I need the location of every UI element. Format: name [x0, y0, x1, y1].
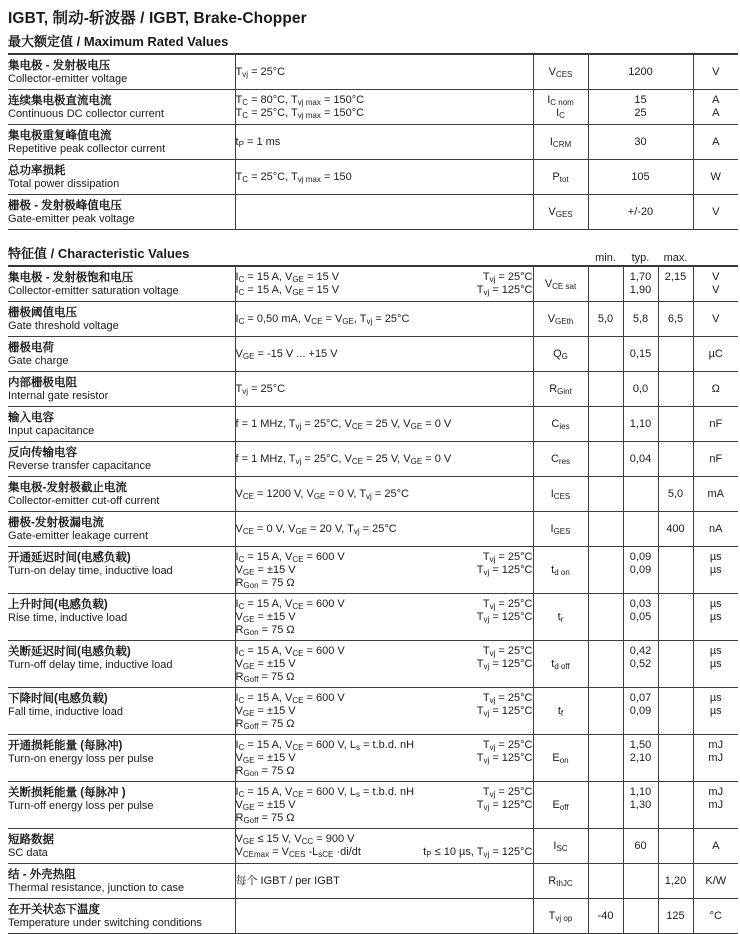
conditions-cell: $T_C = 25^\circ C$, $T_{vj max} = 150$ [235, 160, 533, 195]
param-cell [8, 735, 235, 782]
max-cell: 6,5 [658, 302, 693, 337]
symbol-cell: $I_{GES}$ [533, 512, 588, 547]
param-cell [8, 195, 235, 230]
value-cell: 30 [588, 125, 693, 160]
table-row [8, 735, 738, 782]
param-cell [8, 594, 235, 641]
param-name-en: Collector-emitter cut-off current [8, 494, 160, 507]
param-cell [8, 864, 235, 899]
conditions-cell: $I_C = 0,50$ mA, $V_{CE} = V_{GE}$, $T_{vj} = 25^\circ C$ [235, 302, 533, 337]
param-name-cn: 在开关状态下温度 [8, 903, 100, 916]
table-row [8, 864, 738, 899]
conditions-cell: $V_{CE} = 1200$ V, $V_{GE} = 0$ V, $T_{vj} = 25^\circ C$ [235, 477, 533, 512]
unit-cell: V [693, 54, 738, 90]
unit-cell: V [693, 302, 738, 337]
param-name-en: Thermal resistance, junction to case [8, 881, 185, 894]
symbol-cell: $V_{CE sat}$ [533, 266, 588, 302]
value-cell: +/-20 [588, 195, 693, 230]
value-cell: 1200 [588, 54, 693, 90]
param-name-en: Rise time, inductive load [8, 611, 128, 624]
symbol-cell: $V_{CES}$ [533, 54, 588, 90]
conditions-cell [235, 195, 533, 230]
param-cell [8, 899, 235, 934]
param-name-cn: 集电极 - 发射极电压 [8, 59, 111, 72]
value-cell: 15 25 [588, 90, 693, 125]
unit-cell: nF [693, 442, 738, 477]
max-cell [658, 782, 693, 829]
param-name-cn: 总功率损耗 [8, 164, 66, 177]
conditions-cell: $t_P = 1$ ms [235, 125, 533, 160]
max-cell: 2,15 [658, 266, 693, 302]
min-cell [588, 337, 623, 372]
conditions-cell: $I_C = 15$ A, $V_{CE} = 600$ V $T_{vj} = 25^\circ C$ $V_{GE} = \pm 15$ V $T_{vj} = 125^\circ C$ $R_{Goff} = 75$ Ω [235, 688, 533, 735]
symbol-cell: $I_{CES}$ [533, 477, 588, 512]
param-name-en: Turn-on energy loss per pulse [8, 752, 154, 765]
conditions-cell: $V_{GE} \le 15$ V, $V_{CC} = 900$ V $V_{CEmax} = V_{CES}$ $-L_{sCE} \cdot di/dt$ $t_P \le 10$ µs, $T_{vj} = 125^\circ C$ [235, 829, 533, 864]
typ-cell [623, 512, 658, 547]
table-row [8, 266, 738, 302]
min-cell [588, 641, 623, 688]
table-row [8, 407, 738, 442]
param-name-en: Turn-off delay time, inductive load [8, 658, 173, 671]
min-cell [588, 477, 623, 512]
table-row [8, 641, 738, 688]
param-name-cn: 内部栅极电阻 [8, 376, 77, 389]
symbol-cell: $R_{thJC}$ [533, 864, 588, 899]
max-cell [658, 688, 693, 735]
unit-cell: mJ mJ [693, 782, 738, 829]
param-name-en: Reverse transfer capacitance [8, 459, 152, 472]
param-cell [8, 512, 235, 547]
unit-cell: V V [693, 266, 738, 302]
unit-cell: nA [693, 512, 738, 547]
conditions-cell: $I_C = 15$ A, $V_{GE} = 15$ V $T_{vj} = 25^\circ C$ $I_C = 15$ A, $V_{GE} = 15$ V $T_{vj} = 125^\circ C$ [235, 266, 533, 302]
min-cell [588, 864, 623, 899]
unit-cell: µs µs [693, 594, 738, 641]
param-name-cn: 结 - 外壳热阻 [8, 868, 76, 881]
table-row [8, 547, 738, 594]
param-name-en: Gate-emitter peak voltage [8, 212, 135, 225]
param-name-cn: 栅极电荷 [8, 341, 54, 354]
symbol-cell: $T_{vj op}$ [533, 899, 588, 934]
param-cell [8, 337, 235, 372]
typ-cell: 0,04 [623, 442, 658, 477]
param-name-cn: 短路数据 [8, 833, 54, 846]
conditions-cell: f = 1 MHz, $T_{vj} = 25^\circ C$, $V_{CE} = 25$ V, $V_{GE} = 0$ V [235, 442, 533, 477]
unit-cell: A [693, 125, 738, 160]
table-row [8, 688, 738, 735]
table-row [8, 372, 738, 407]
param-cell [8, 160, 235, 195]
min-cell: 5,0 [588, 302, 623, 337]
param-name-cn: 上升时间(电感负载) [8, 598, 108, 611]
table-row [8, 477, 738, 512]
max-cell [658, 829, 693, 864]
unit-cell: mA [693, 477, 738, 512]
param-name-cn: 集电极-发射极截止电流 [8, 481, 127, 494]
param-cell [8, 442, 235, 477]
conditions-cell: $I_C = 15$ A, $V_{CE} = 600$ V $T_{vj} = 25^\circ C$ $V_{GE} = \pm 15$ V $T_{vj} = 125^\circ C$ $R_{Gon} = 75$ Ω [235, 547, 533, 594]
max-cell: 1,20 [658, 864, 693, 899]
param-name-cn: 反向传输电容 [8, 446, 77, 459]
max-cell [658, 337, 693, 372]
symbol-cell: $I_{CRM}$ [533, 125, 588, 160]
min-cell [588, 594, 623, 641]
conditions-cell: $T_C = 80^\circ C$, $T_{vj max} = 150^\circ C$ $T_C = 25^\circ C$, $T_{vj max} = 150^\circ C$ [235, 90, 533, 125]
symbol-cell: $I_{SC}$ [533, 829, 588, 864]
unit-cell: V [693, 195, 738, 230]
param-name-en: Gate charge [8, 354, 69, 367]
unit-cell: µC [693, 337, 738, 372]
table-row [8, 594, 738, 641]
symbol-cell: $t_{d off}$ [533, 641, 588, 688]
unit-cell: µs µs [693, 688, 738, 735]
param-name-en: Fall time, inductive load [8, 705, 123, 718]
param-name-cn: 开通损耗能量 (每脉冲) [8, 739, 123, 752]
conditions-cell: $I_C = 15$ A, $V_{CE} = 600$ V, $L_s = t.b.d$. nH $T_{vj} = 25^\circ C$ $V_{GE} = \pm 15$ V $T_{vj} = 125^\circ C$ $R_{Gon} = 75$ Ω [235, 735, 533, 782]
param-cell [8, 641, 235, 688]
conditions-cell: $I_C = 15$ A, $V_{CE} = 600$ V $T_{vj} = 25^\circ C$ $V_{GE} = \pm 15$ V $T_{vj} = 125^\circ C$ $R_{Goff} = 75$ Ω [235, 641, 533, 688]
typ-cell [623, 899, 658, 934]
param-cell [8, 302, 235, 337]
min-cell [588, 735, 623, 782]
table-row [8, 782, 738, 829]
section2-header [8, 243, 738, 265]
typ-cell: 0,0 [623, 372, 658, 407]
conditions-cell: $V_{CE} = 0$ V, $V_{GE} = 20$ V, $T_{vj} = 25^\circ C$ [235, 512, 533, 547]
value-cell: 105 [588, 160, 693, 195]
section2-title: 特征值 / Characteristic Values [8, 246, 190, 261]
section1-title: 最大额定值 / Maximum Rated Values [8, 34, 229, 49]
param-cell [8, 90, 235, 125]
conditions-cell [235, 899, 533, 934]
param-name-en: Gate-emitter leakage current [8, 529, 149, 542]
table-row [8, 442, 738, 477]
unit-cell: nF [693, 407, 738, 442]
max-cell [658, 641, 693, 688]
typ-cell: 1,10 1,30 [623, 782, 658, 829]
param-name-cn: 关断延迟时间(电感负载) [8, 645, 131, 658]
max-cell: 125 [658, 899, 693, 934]
unit-cell: Ω [693, 372, 738, 407]
unit-cell: A [693, 829, 738, 864]
param-name-en: Turn-off energy loss per pulse [8, 799, 154, 812]
param-cell [8, 125, 235, 160]
characteristic-values-table [8, 265, 738, 934]
conditions-cell: $T_{vj} = 25^\circ C$ [235, 372, 533, 407]
page-title: IGBT, 制动-斩波器 / IGBT, Brake-Chopper [8, 10, 307, 27]
param-name-cn: 下降时间(电感负载) [8, 692, 108, 705]
param-cell [8, 407, 235, 442]
table-row [8, 160, 738, 195]
param-cell [8, 54, 235, 90]
min-cell [588, 442, 623, 477]
typ-cell: 5,8 [623, 302, 658, 337]
col-header-min: min. [595, 252, 616, 264]
min-cell [588, 829, 623, 864]
col-header-max: max. [663, 252, 688, 264]
conditions-cell: f = 1 MHz, $T_{vj} = 25^\circ C$, $V_{CE} = 25$ V, $V_{GE} = 0$ V [235, 407, 533, 442]
table-row [8, 899, 738, 934]
symbol-cell: $I_{C nom}$ $I_C$ [533, 90, 588, 125]
table-row [8, 512, 738, 547]
typ-cell: 1,50 2,10 [623, 735, 658, 782]
symbol-cell: $C_{res}$ [533, 442, 588, 477]
col-header-typ: typ. [631, 252, 650, 264]
max-cell [658, 547, 693, 594]
max-cell: 5,0 [658, 477, 693, 512]
param-name-cn: 集电极 - 发射极饱和电压 [8, 271, 134, 284]
typ-cell: 0,42 0,52 [623, 641, 658, 688]
param-name-cn: 关断损耗能量 (每脉冲 ) [8, 786, 126, 799]
max-cell [658, 442, 693, 477]
param-name-en: Input capacitance [8, 424, 95, 437]
param-name-en: Temperature under switching conditions [8, 916, 202, 929]
param-name-cn: 集电极重复峰值电流 [8, 129, 112, 142]
table-row [8, 829, 738, 864]
unit-cell: A A [693, 90, 738, 125]
param-name-en: Collector-emitter voltage [8, 72, 128, 85]
typ-cell: 0,07 0,09 [623, 688, 658, 735]
symbol-cell: $E_{on}$ [533, 735, 588, 782]
param-name-en: SC data [8, 846, 48, 859]
min-cell [588, 688, 623, 735]
conditions-cell: $V_{GE} = -15$ V ... +15 V [235, 337, 533, 372]
symbol-cell: $C_{ies}$ [533, 407, 588, 442]
param-name-en: Continuous DC collector current [8, 107, 164, 120]
table-row [8, 337, 738, 372]
param-name-en: Collector-emitter saturation voltage [8, 284, 179, 297]
typ-cell: 60 [623, 829, 658, 864]
param-name-cn: 栅极 - 发射极峰值电压 [8, 199, 122, 212]
unit-cell: µs µs [693, 547, 738, 594]
unit-cell: °C [693, 899, 738, 934]
min-cell [588, 266, 623, 302]
symbol-cell: $P_{tot}$ [533, 160, 588, 195]
symbol-cell: $t_{d on}$ [533, 547, 588, 594]
unit-cell: mJ mJ [693, 735, 738, 782]
symbol-cell: $t_f$ [533, 688, 588, 735]
table-row [8, 90, 738, 125]
param-cell [8, 782, 235, 829]
symbol-cell: $V_{GES}$ [533, 195, 588, 230]
param-name-cn: 开通延迟时间(电感负载) [8, 551, 131, 564]
param-name-en: Turn-on delay time, inductive load [8, 564, 173, 577]
param-name-cn: 栅极-发射极漏电流 [8, 516, 104, 529]
symbol-cell: $E_{off}$ [533, 782, 588, 829]
unit-cell: K/W [693, 864, 738, 899]
unit-cell: W [693, 160, 738, 195]
typ-cell: 0,03 0,05 [623, 594, 658, 641]
max-rated-values-table [8, 53, 738, 230]
max-cell [658, 735, 693, 782]
param-cell [8, 547, 235, 594]
param-cell [8, 688, 235, 735]
symbol-cell: $Q_G$ [533, 337, 588, 372]
typ-cell: 1,70 1,90 [623, 266, 658, 302]
param-cell [8, 829, 235, 864]
min-cell [588, 547, 623, 594]
typ-cell [623, 864, 658, 899]
symbol-cell: $R_{Gint}$ [533, 372, 588, 407]
conditions-cell: $I_C = 15$ A, $V_{CE} = 600$ V $T_{vj} = 25^\circ C$ $V_{GE} = \pm 15$ V $T_{vj} = 125^\circ C$ $R_{Gon} = 75$ Ω [235, 594, 533, 641]
param-name-cn: 连续集电极直流电流 [8, 94, 112, 107]
param-cell [8, 266, 235, 302]
typ-cell [623, 477, 658, 512]
param-name-cn: 输入电容 [8, 411, 54, 424]
param-cell [8, 477, 235, 512]
conditions-cell: $I_C = 15$ A, $V_{CE} = 600$ V, $L_s = t.b.d$. nH $T_{vj} = 25^\circ C$ $V_{GE} = \pm 15$ V $T_{vj} = 125^\circ C$ $R_{Goff} = 75$ Ω [235, 782, 533, 829]
min-cell [588, 407, 623, 442]
param-name-en: Total power dissipation [8, 177, 120, 190]
typ-cell: 0,09 0,09 [623, 547, 658, 594]
section1-header [8, 31, 738, 53]
param-name-en: Internal gate resistor [8, 389, 109, 402]
table-row [8, 125, 738, 160]
max-cell [658, 372, 693, 407]
symbol-cell: $t_r$ [533, 594, 588, 641]
param-name-cn: 栅极阈值电压 [8, 306, 77, 319]
table-row [8, 302, 738, 337]
max-cell: 400 [658, 512, 693, 547]
min-cell [588, 372, 623, 407]
param-cell [8, 372, 235, 407]
typ-cell: 0,15 [623, 337, 658, 372]
conditions-cell: 每个 IGBT / per IGBT [235, 864, 533, 899]
typ-cell: 1,10 [623, 407, 658, 442]
max-cell [658, 407, 693, 442]
max-cell [658, 594, 693, 641]
conditions-cell: $T_{vj} = 25^\circ C$ [235, 54, 533, 90]
table-row [8, 54, 738, 90]
param-name-en: Repetitive peak collector current [8, 142, 166, 155]
unit-cell: µs µs [693, 641, 738, 688]
min-cell [588, 512, 623, 547]
min-cell [588, 782, 623, 829]
symbol-cell: $V_{GEth}$ [533, 302, 588, 337]
param-name-en: Gate threshold voltage [8, 319, 119, 332]
min-cell: -40 [588, 899, 623, 934]
table-row [8, 195, 738, 230]
